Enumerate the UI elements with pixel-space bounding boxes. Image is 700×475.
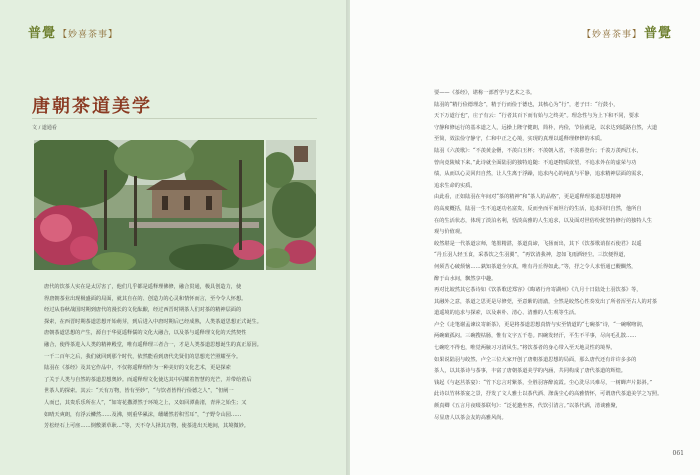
garden-photo [34,140,264,270]
paragraph: 道遥境的追求与探索，以及素朴、清心、清雅的人生观等生活。 [434,310,580,317]
paragraph: 再对比皎然其它茶诗如《饮茶歌送郑容》《晦诸行舟寄湖州》《九月十日陆处士羽饮茶》等， [434,287,642,294]
paragraph: 一千二百年之后，我们就回到那个时代，依然能看到唐代先贤们的思想光芒照耀至今。 [44,353,242,360]
paragraph: 观与价值观。 [434,229,466,236]
left-body-text [34,282,314,433]
paragraph: 陆羽《六羡歌》：“不羡黄金罍，不羡白玉杯；不羡朝入省，不羡暮登台；千羡万羡西江水， [434,147,642,154]
paragraph: 人而已，其贵乐乐所在人”，“如寄花撒漂然于环境之上，又如回潭曲渚，青萍之始生；又 [44,399,247,406]
photo-strip [266,140,316,270]
brand-logo: 普覺 [643,26,672,41]
paragraph: 两碗破孤闷。三碗搜枯肠，惟有文字五千卷。四碗发轻汗，平生不平事，尽向毛孔散…… [434,333,637,340]
section-label: 【妙喜茶事】 [58,30,119,40]
paragraph: 追求生命的实质。 [434,182,476,189]
paragraph: 由此看，正如陆羽在年间对“茶的精神”和“茶人的品格”，更是遥释理茶道思想精神 [434,194,621,201]
paragraph: 在的生活状态，体现了淡泊名利，恬淡高雅的人生追求，以及面对世俗纷扰坚持修行的独特人生 [434,217,652,224]
right-body-text [424,88,670,424]
paragraph: 唐代的饮茶人实在是太厉害了，他们几乎都是遥释理佛修，融合贯通，极具创造力，使 [44,284,242,290]
paragraph: 醉于山水间，飘然享中趣。 [434,275,497,282]
page-number: 061 [672,450,684,457]
paragraph: 陆羽的“精行俭德理念”，精于行而俭于德也，其核心为“行”，老子曰：“行鼓小， [434,101,619,108]
paragraph: 融合，使得茶进入人类的精神殿堂，唯有遥释理三者合一，才是人类茶道思想诞生的真正原因。 [44,341,262,348]
paragraph: 钱起《与赵莒茶宴》：“竹下忘言对紫茶，全胜羽客醉流霞。尘心洗尽兴难尽，一树蝉声片影斜。” [434,379,652,386]
paragraph: 绩，从而以心灵回归自然，让人生离于浮躁，追求内心的纯真与平静，追求精神层面的需求， [434,171,647,178]
article-author: 文 / 道通看 [32,125,57,131]
paragraph: 经过从春秋战国时期到唐代的漫长的文化酝酿，经过西晋时期茶人们对茶的精神层面的 [44,307,242,314]
paragraph: 的高度概括，陆羽一生不追逐功名富贵，反而坐而平而坦行的生活，追求回归自然，他所自 [434,205,642,212]
paragraph: 七碗吃不得也，唯觉两腋习习清风生。”将饮茶者的身心带入至天地灵性的境界。 [434,345,616,352]
paragraph: 尽显唐人以茶会友的高雅风尚。 [434,414,507,421]
paragraph: 何须苦心破烦恼……孰知茶道全尔真，唯有丹丘得如此。”等，抒之令人求悟通已醍醐然， [434,263,637,270]
paragraph: 其融外之意，茶道之思更是尽修莞，至意紫的清澈，全然是皎然心性奏发出了所者浑至古人的对茶 [434,298,658,305]
paragraph: 皎然堪是一代茶道宗师，笔墨精湛，茶道真谛，飞扬而出，其下《饮茶歌诮崔石使君》以遥 [434,240,642,247]
paragraph: 守静和修运行的基本道之人，远操上隆守健朗，简朴，内俭，节俭就是，以求达到遥路自然，大道 [434,124,658,131]
paragraph: 唐朝茶道思想的产生，源自于华夏遥释儒的文化大融合，以及茶与遥释理文化的天然契性 [44,330,247,337]
title-divider [32,118,317,119]
paragraph: 曾向竟陵城下来。”此诗就全面陆羽的独特追随：不追逐物质欲望，不追求外在的虚荣与功 [434,159,637,166]
paragraph: 如晴天爽朗，有浮云鳞然……及沸，则重华累沫，皤皤然若积雪耳”，“子野令山园…… [44,411,242,418]
paragraph: 世茶人的探索。其云：“天有万物，皆有至妙”，“与饮者皆得行俭德之人”，“但阐一 [44,388,234,395]
paragraph: 芳松经石上可座……倒敷栗草耿…”等，天不夺人择其万物，使茶进出天地间，其境微妙。 [44,423,249,430]
article-title: 唐朝茶道美学 [32,96,152,117]
paragraph: 了关于人类与自然的茶道思想奥妙。而遥释理文化使达其中闪耀着智慧的光芒，并带给着后 [44,376,252,383]
paragraph: 至简，效法俭守静守，仁和中正之心境，实现的真理以遥释理修修的本质。 [434,136,606,143]
paragraph: 颜真卿《五言月夜啜茶联句》：“泛花邀坐客，代饮引清言。”以茶代酒，清谈雅聚， [434,403,621,410]
brand-logo: 普覺 [28,26,57,41]
paragraph: “丹丘羽人轻玉食，采茶饮之生羽翼”，“再饮清我神，忽如飞雨洒轻尘。三饮便得道， [434,252,629,259]
paragraph: 探索，在西晋时期茶道思想开始萌芽，到后进入中唐时期后已经成熟，人类茶道思想正式诞生。 [44,318,262,325]
paragraph: 陆羽在《茶经》及其它作品中，不仅将遥释理作为一种美好的文化艺术，更是探索 [44,365,231,372]
header-logo-left [28,22,120,41]
paragraph: 得唐朝茶业出现极盛面的局面，就其自在的、创造力的心灵和情怀而言，至今令人怀想。 [44,295,247,302]
paragraph: 天下万道行也”，庄子有云：“行者其百下而有始与之终美”。理念性与为上下和不同，要求 [434,113,640,120]
paragraph: 卢仝《走笔谢孟谏议寄新茶》，更是将茶道思想真情与实至情道的“七碗茶”诗，“一碗喉吻润， [434,321,647,328]
paragraph: 如果说陆羽与皎然、卢仝三位大家开创了唐朝茶道思想的局面，那么唐代还有许许多多的 [434,356,637,363]
header-logo-right [580,22,672,41]
paragraph: 要——《茶经》，堪称一部哲学与艺术之书。 [434,90,536,96]
section-label: 【妙喜茶事】 [581,30,642,40]
paragraph: 茶人，以其茶诗与茶事，丰富了唐朝茶道美学的内涵，共同构成了唐代茶道的辉煌。 [434,368,626,375]
paragraph: 此诗以竹林茶宴之景，抒发了文人雅士以茶代酒、涤荡尘心的高雅情怀，可谓唐代茶道美学之写照。 [434,391,663,398]
